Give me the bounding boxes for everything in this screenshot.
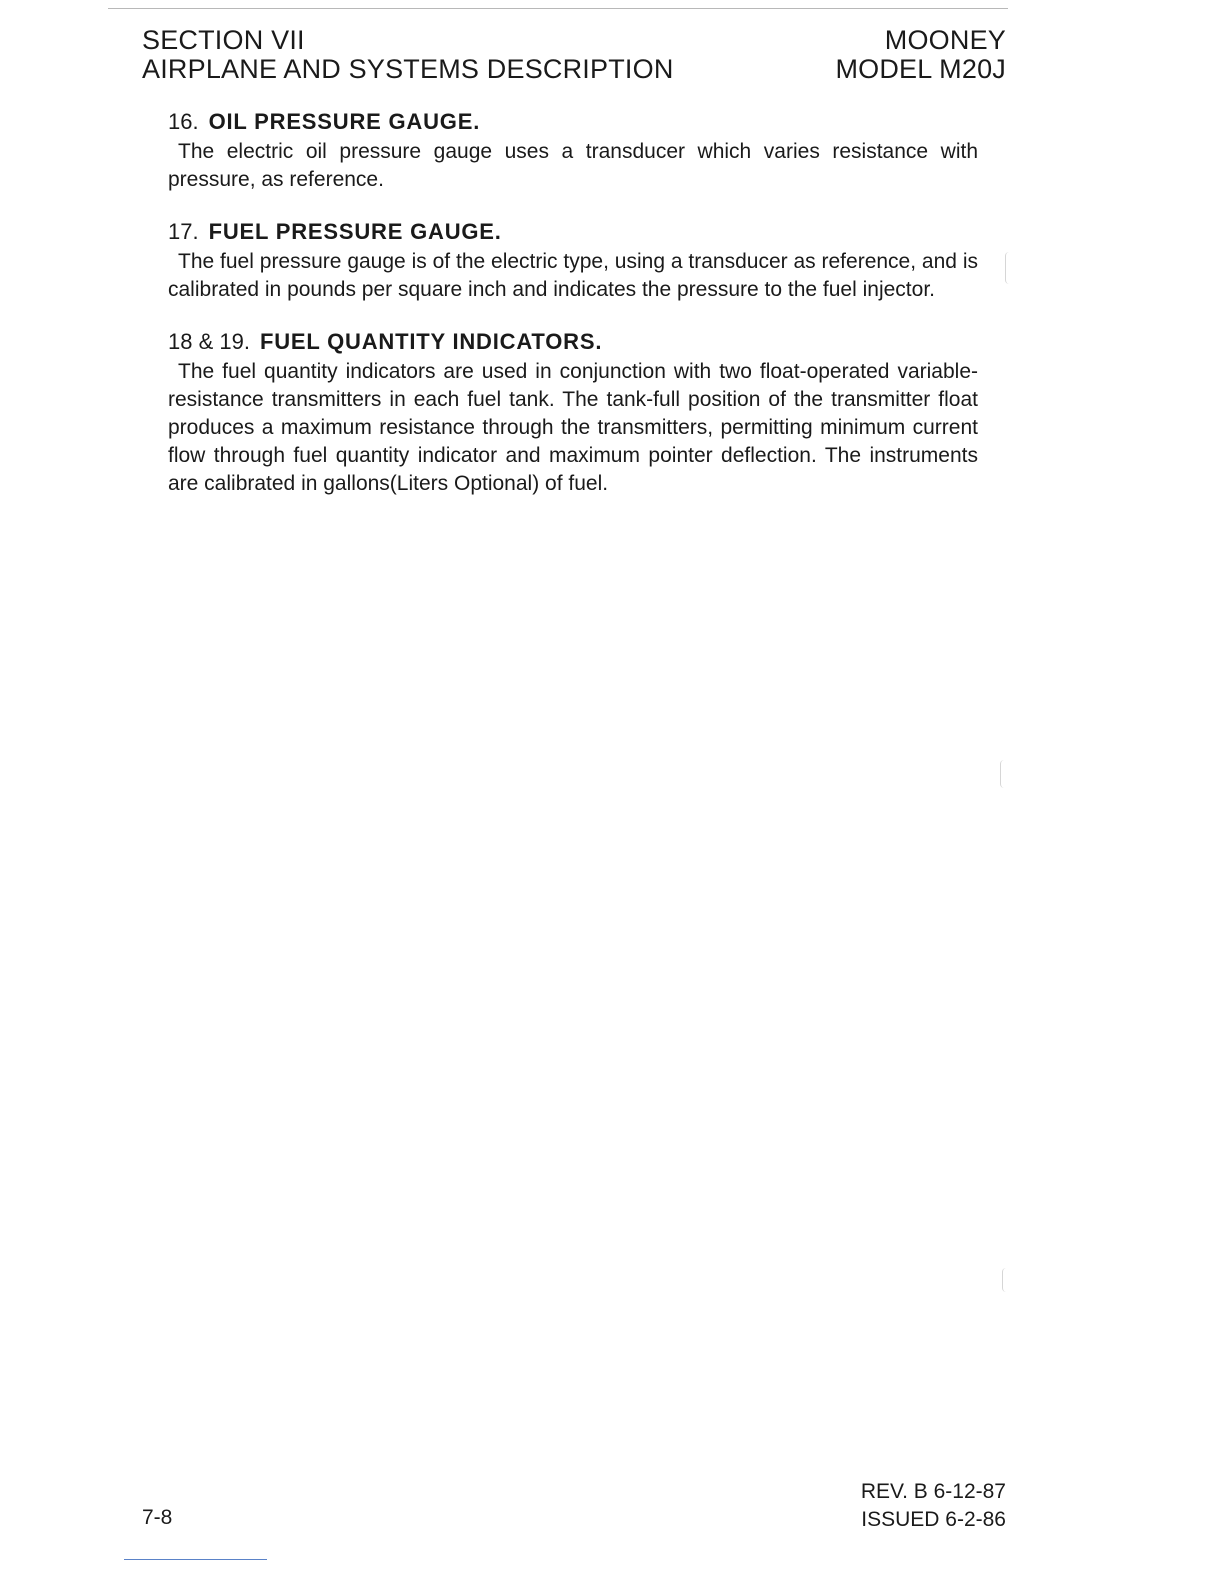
model-label: MODEL M20J xyxy=(835,54,1006,84)
section-heading xyxy=(168,218,978,246)
revision-block xyxy=(861,1478,1006,1534)
section-fuel-quantity-indicators xyxy=(168,328,978,498)
model-header xyxy=(835,26,1006,84)
manufacturer-label: MOONEY xyxy=(884,25,1006,55)
page-number: 7-8 xyxy=(142,1506,173,1529)
section-fuel-pressure-gauge xyxy=(168,218,978,304)
section-body: The fuel quantity indicators are used in conjunction with two float-operated variable- resistance transmitters in each fuel tank. The tank-full position of the transmitter float produces a maximum resistance through the transmitters, permitting minimum current flow through fuel quantity indicator and maximum pointer deflection. The instruments are calibrated in gallons(Liters Optional) of fuel. xyxy=(168,360,978,495)
section-title: FUEL QUANTITY INDICATORS. xyxy=(259,329,603,354)
margin-mark xyxy=(1002,1268,1006,1292)
section-body: The electric oil pressure gauge uses a transducer which varies resistance with pressure, as reference. xyxy=(168,140,978,191)
section-number: 17. xyxy=(168,219,199,244)
section-header xyxy=(142,26,674,84)
section-number: 16. xyxy=(168,109,199,134)
bottom-rule xyxy=(124,1559,267,1560)
section-title: OIL PRESSURE GAUGE. xyxy=(208,109,481,134)
section-number: 18 & 19. xyxy=(168,329,250,354)
section-oil-pressure-gauge xyxy=(168,108,978,194)
section-heading xyxy=(168,108,978,136)
section-heading xyxy=(168,328,978,356)
revision-date: REV. B 6-12-87 xyxy=(860,1480,1006,1503)
section-title: FUEL PRESSURE GAUGE. xyxy=(208,219,502,244)
margin-mark xyxy=(1000,760,1004,788)
section-label: SECTION VII xyxy=(142,25,305,55)
document-body xyxy=(168,108,978,522)
issued-date: ISSUED 6-2-86 xyxy=(861,1508,1006,1531)
section-subtitle: AIRPLANE AND SYSTEMS DESCRIPTION xyxy=(142,54,674,84)
margin-mark xyxy=(1005,252,1009,284)
section-body: The fuel pressure gauge is of the electric type, using a transducer as reference, and is calibrated in pounds per square inch and indicates the pressure to the fuel injector. xyxy=(168,250,978,301)
top-rule xyxy=(108,8,1008,9)
